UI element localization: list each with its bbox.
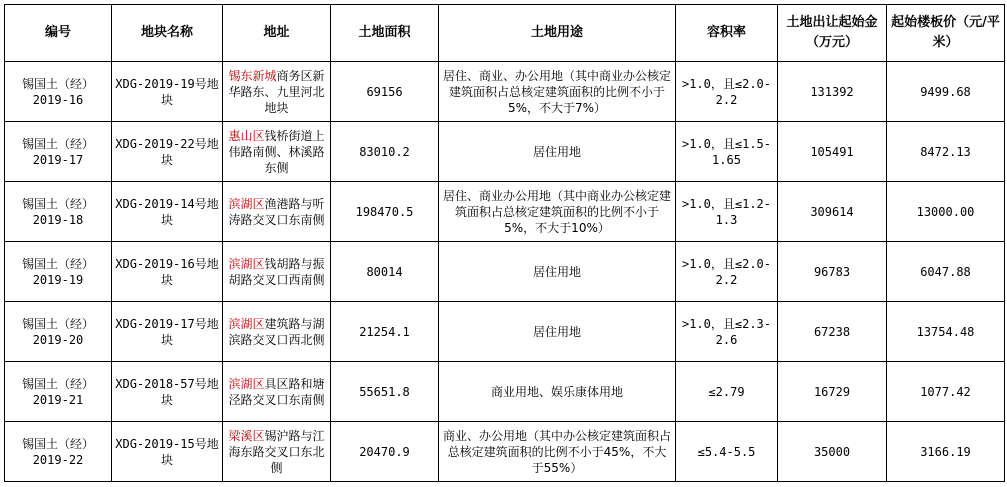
header-address: 地址 bbox=[223, 5, 331, 62]
cell-area: 55651.8 bbox=[331, 362, 439, 422]
cell-area: 80014 bbox=[331, 242, 439, 302]
table-row bbox=[5, 362, 1005, 422]
cell-use: 居住用地 bbox=[439, 302, 676, 362]
cell-start-price: 35000 bbox=[778, 422, 887, 482]
header-name: 地块名称 bbox=[112, 5, 223, 62]
cell-address bbox=[223, 422, 331, 482]
cell-floor-price: 13000.00 bbox=[887, 182, 1005, 242]
table-row bbox=[5, 122, 1005, 182]
cell-area: 21254.1 bbox=[331, 302, 439, 362]
cell-far: >1.0，且≤2.0-2.2 bbox=[676, 62, 778, 122]
header-area: 土地面积 bbox=[331, 5, 439, 62]
cell-address bbox=[223, 302, 331, 362]
address-text: 建筑路与湖滨路交叉口西北侧 bbox=[228, 316, 325, 347]
header-id: 编号 bbox=[5, 5, 112, 62]
cell-use: 商业用地、娱乐康体用地 bbox=[439, 362, 676, 422]
cell-address bbox=[223, 182, 331, 242]
cell-name: XDG-2018-57号地块 bbox=[112, 362, 223, 422]
land-auction-table bbox=[4, 4, 1005, 482]
cell-start-price: 67238 bbox=[778, 302, 887, 362]
cell-id: 锡国土（经）2019-21 bbox=[5, 362, 112, 422]
cell-far: >1.0，且≤2.3-2.6 bbox=[676, 302, 778, 362]
table-header-row bbox=[5, 5, 1005, 62]
district-label: 滨湖区 bbox=[228, 316, 265, 331]
cell-floor-price: 3166.19 bbox=[887, 422, 1005, 482]
cell-address bbox=[223, 62, 331, 122]
cell-use: 商业、办公用地（其中办公核定建筑面积占总核定建筑面积的比例不小于45%，不大于55%） bbox=[439, 422, 676, 482]
cell-use: 居住、商业办公用地（其中商业办公核定建筑面积占总核定建筑面积的比例不小于5%，不大于10%） bbox=[439, 182, 676, 242]
cell-name: XDG-2019-15号地块 bbox=[112, 422, 223, 482]
cell-far: >1.0，且≤2.0-2.2 bbox=[676, 242, 778, 302]
table-row bbox=[5, 302, 1005, 362]
cell-start-price: 96783 bbox=[778, 242, 887, 302]
cell-id: 锡国土（经）2019-17 bbox=[5, 122, 112, 182]
header-use: 土地用途 bbox=[439, 5, 676, 62]
table-row bbox=[5, 62, 1005, 122]
cell-far: >1.0，且≤1.5-1.65 bbox=[676, 122, 778, 182]
district-label: 锡东新城 bbox=[228, 68, 277, 83]
cell-id: 锡国土（经）2019-22 bbox=[5, 422, 112, 482]
cell-start-price: 16729 bbox=[778, 362, 887, 422]
cell-address bbox=[223, 362, 331, 422]
address-text: 锡沪路与江海东路交叉口东北侧 bbox=[228, 428, 325, 475]
cell-use: 居住用地 bbox=[439, 242, 676, 302]
table-row bbox=[5, 422, 1005, 482]
table-body bbox=[5, 62, 1005, 482]
cell-address bbox=[223, 122, 331, 182]
cell-floor-price: 1077.42 bbox=[887, 362, 1005, 422]
address-text: 钱桥街道上伟路南侧、林溪路东侧 bbox=[228, 128, 325, 175]
address-text: 渔港路与听涛路交叉口东南侧 bbox=[228, 196, 325, 227]
cell-start-price: 131392 bbox=[778, 62, 887, 122]
cell-id: 锡国土（经）2019-18 bbox=[5, 182, 112, 242]
cell-area: 69156 bbox=[331, 62, 439, 122]
cell-id: 锡国土（经）2019-20 bbox=[5, 302, 112, 362]
address-text: 钱胡路与振胡路交叉口西南侧 bbox=[228, 256, 325, 287]
district-label: 滨湖区 bbox=[228, 376, 265, 391]
cell-floor-price: 13754.48 bbox=[887, 302, 1005, 362]
table-row bbox=[5, 242, 1005, 302]
cell-use: 居住、商业、办公用地（其中商业办公核定建筑面积占总核定建筑面积的比例不小于5%，不大于7%） bbox=[439, 62, 676, 122]
cell-name: XDG-2019-22号地块 bbox=[112, 122, 223, 182]
address-text: 商务区新华路东、九里河北地块 bbox=[228, 68, 325, 115]
cell-start-price: 105491 bbox=[778, 122, 887, 182]
cell-area: 198470.5 bbox=[331, 182, 439, 242]
district-label: 惠山区 bbox=[228, 128, 265, 143]
header-far: 容积率 bbox=[676, 5, 778, 62]
cell-floor-price: 8472.13 bbox=[887, 122, 1005, 182]
cell-address bbox=[223, 242, 331, 302]
district-label: 梁溪区 bbox=[228, 428, 265, 443]
header-start-price: 土地出让起始金（万元） bbox=[778, 5, 887, 62]
cell-area: 83010.2 bbox=[331, 122, 439, 182]
cell-name: XDG-2019-14号地块 bbox=[112, 182, 223, 242]
cell-far: ≤2.79 bbox=[676, 362, 778, 422]
cell-id: 锡国土（经）2019-16 bbox=[5, 62, 112, 122]
cell-area: 20470.9 bbox=[331, 422, 439, 482]
address-text: 具区路和塘泾路交叉口东南侧 bbox=[228, 376, 325, 407]
header-floor-price: 起始楼板价（元/平米） bbox=[887, 5, 1005, 62]
district-label: 滨湖区 bbox=[228, 256, 265, 271]
cell-use: 居住用地 bbox=[439, 122, 676, 182]
district-label: 滨湖区 bbox=[228, 196, 265, 211]
cell-start-price: 309614 bbox=[778, 182, 887, 242]
table-row bbox=[5, 182, 1005, 242]
cell-floor-price: 9499.68 bbox=[887, 62, 1005, 122]
cell-id: 锡国土（经）2019-19 bbox=[5, 242, 112, 302]
cell-far: ≤5.4-5.5 bbox=[676, 422, 778, 482]
cell-far: >1.0，且≤1.2-1.3 bbox=[676, 182, 778, 242]
cell-name: XDG-2019-16号地块 bbox=[112, 242, 223, 302]
cell-name: XDG-2019-17号地块 bbox=[112, 302, 223, 362]
cell-floor-price: 6047.88 bbox=[887, 242, 1005, 302]
cell-name: XDG-2019-19号地块 bbox=[112, 62, 223, 122]
